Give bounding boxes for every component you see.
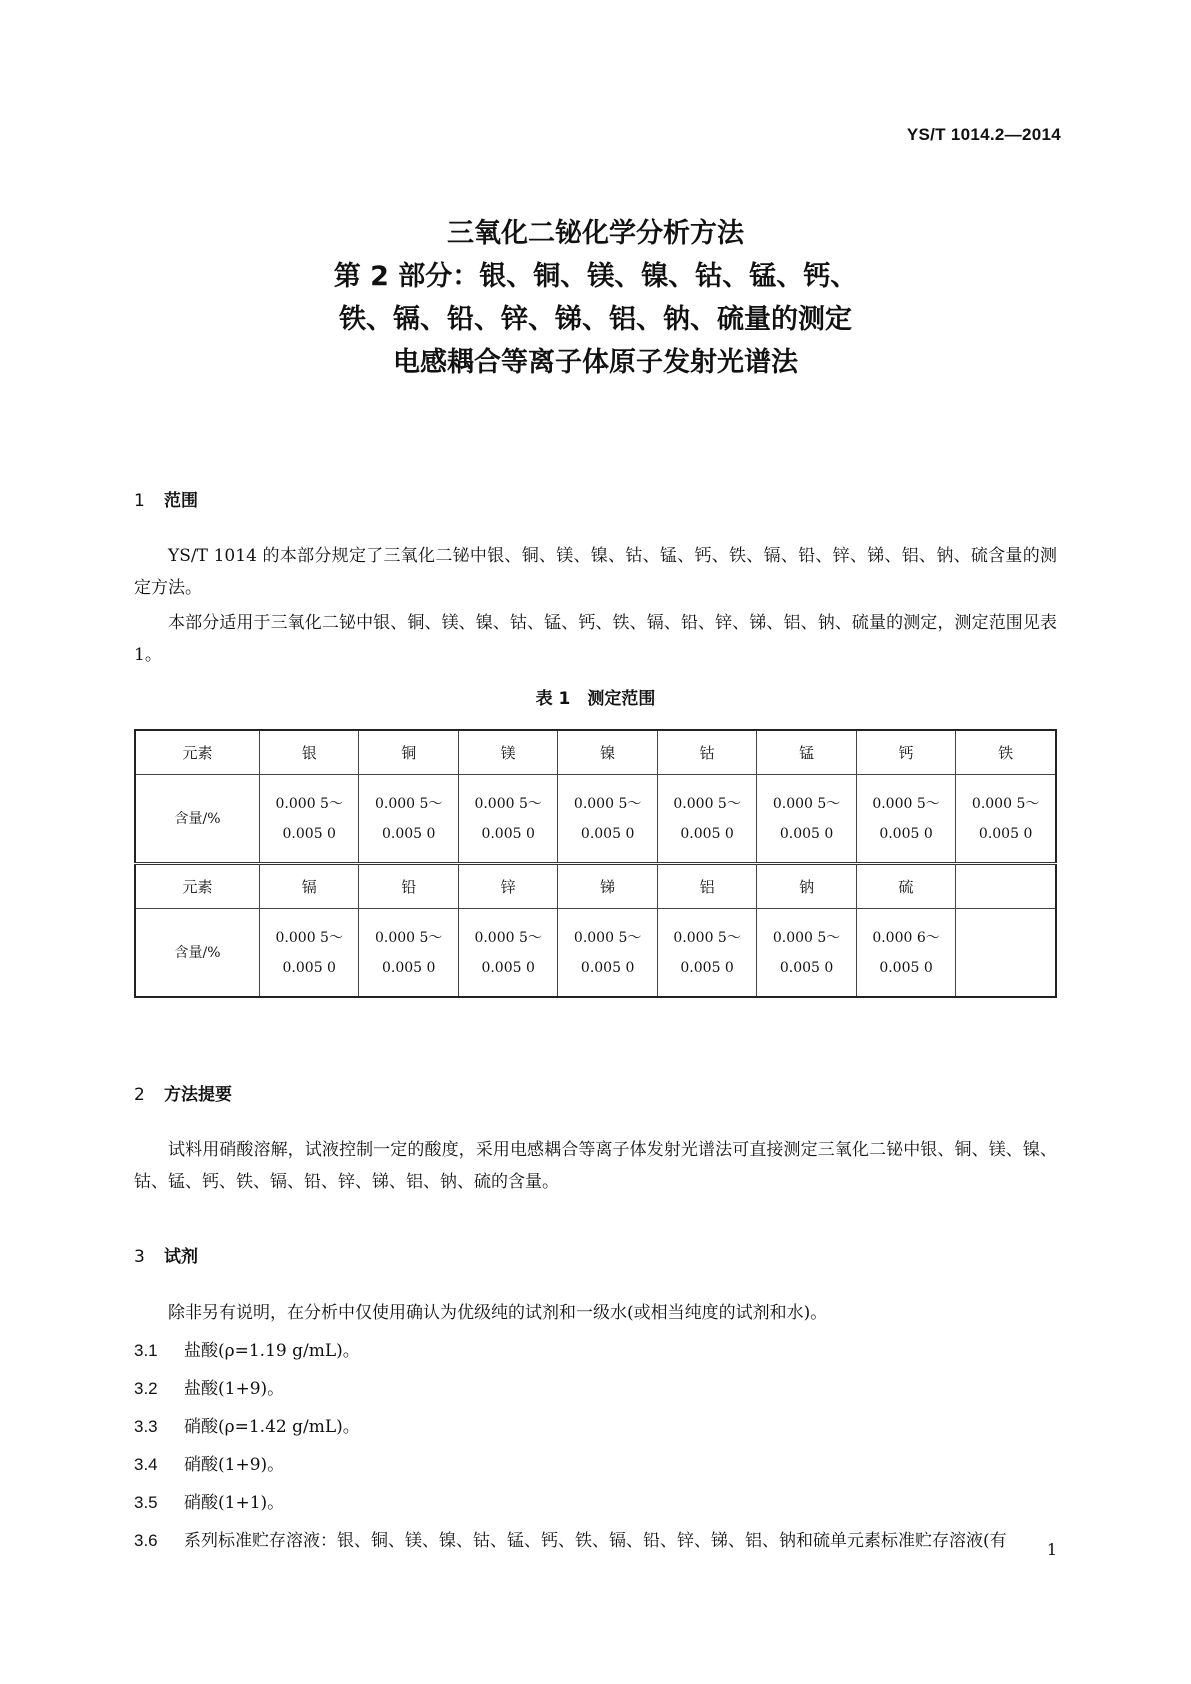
range-high: 0.005 0 <box>680 825 734 842</box>
range-cell <box>558 909 657 998</box>
item-number: 3.5 <box>134 1493 158 1512</box>
range-cell <box>359 909 458 998</box>
row-label: 元素 <box>135 730 260 775</box>
range-high: 0.005 0 <box>282 959 336 976</box>
section-number: 2 <box>134 1085 145 1105</box>
range-low: 0.000 5～ <box>772 929 841 946</box>
section-number: 1 <box>134 491 145 511</box>
section-3-paragraph-1: 除非另有说明，在分析中仅使用确认为优级纯的试剂和一级水(或相当纯度的试剂和水)。 <box>168 1303 828 1323</box>
range-cell <box>458 909 557 998</box>
list-item <box>134 1370 1007 1408</box>
range-low: 0.000 6～ <box>872 929 940 946</box>
range-cell <box>260 909 359 998</box>
range-high: 0.005 0 <box>381 959 436 976</box>
row-label: 含量/% <box>135 909 260 998</box>
range-high: 0.005 0 <box>481 959 535 976</box>
row-label: 元素 <box>135 864 260 909</box>
table-row <box>135 909 1056 998</box>
range-low: 0.000 5～ <box>772 795 841 812</box>
list-item <box>134 1522 1007 1560</box>
range-cell <box>558 775 657 864</box>
item-text: 系列标准贮存溶液：银、铜、镁、镍、钴、锰、钙、铁、镉、铅、锌、锑、铝、钠和硫单元素标准贮存溶液(有 <box>184 1531 1007 1551</box>
list-item <box>134 1408 1007 1446</box>
element-cell: 镉 <box>260 864 359 909</box>
range-low: 0.000 5～ <box>275 929 343 946</box>
item-number: 3.4 <box>134 1455 158 1474</box>
section-1-heading <box>134 486 198 511</box>
range-high: 0.005 0 <box>879 825 933 842</box>
range-cell <box>956 775 1056 864</box>
section-title: 方法提要 <box>164 1085 232 1105</box>
range-cell <box>657 775 756 864</box>
range-high: 0.005 0 <box>879 959 933 976</box>
element-cell: 硫 <box>856 864 955 909</box>
element-cell: 镍 <box>558 730 657 775</box>
item-text: 盐酸(1+9)。 <box>184 1379 285 1399</box>
item-number: 3.1 <box>134 1341 158 1360</box>
item-text: 硝酸(ρ=1.42 g/mL)。 <box>184 1417 360 1437</box>
table-row <box>135 775 1056 864</box>
range-high: 0.005 0 <box>580 825 635 842</box>
element-cell: 锌 <box>458 864 557 909</box>
section-title: 范围 <box>164 491 198 511</box>
element-cell: 钠 <box>757 864 856 909</box>
table-row <box>135 864 1056 909</box>
range-low: 0.000 5～ <box>673 795 741 812</box>
element-cell: 铅 <box>359 864 458 909</box>
table-caption: 表 1 测定范围 <box>535 689 656 709</box>
range-cell <box>458 775 557 864</box>
range-table <box>134 729 1057 998</box>
range-cell <box>856 909 955 998</box>
range-cell <box>757 909 856 998</box>
range-low: 0.000 5～ <box>374 795 443 812</box>
range-high: 0.005 0 <box>779 959 834 976</box>
range-low: 0.000 5～ <box>673 929 741 946</box>
range-high: 0.005 0 <box>978 825 1033 842</box>
section-2-paragraph-1: 试料用硝酸溶解，试液控制一定的酸度，采用电感耦合等离子体发射光谱法可直接测定三氧化二铋中银、铜、镁、镍、钴、锰、钙、铁、镉、铅、锌、锑、铝、钠、硫的含量。 <box>134 1140 1057 1192</box>
section-title: 试剂 <box>164 1247 198 1267</box>
element-cell: 铝 <box>657 864 756 909</box>
element-cell: 钙 <box>856 730 955 775</box>
element-cell: 锑 <box>558 864 657 909</box>
element-cell: 铁 <box>956 730 1056 775</box>
range-low: 0.000 5～ <box>872 795 940 812</box>
range-low: 0.000 5～ <box>275 795 343 812</box>
item-text: 盐酸(ρ=1.19 g/mL)。 <box>184 1341 360 1361</box>
document-title <box>0 212 1191 384</box>
section-3-heading <box>134 1242 198 1267</box>
list-item <box>134 1484 1007 1522</box>
range-high: 0.005 0 <box>580 959 635 976</box>
element-cell: 钴 <box>657 730 756 775</box>
range-low: 0.000 5～ <box>573 929 642 946</box>
table-row <box>135 730 1056 775</box>
range-high: 0.005 0 <box>381 825 436 842</box>
section-1-paragraph-1: YS/T 1014 的本部分规定了三氧化二铋中银、铜、镁、镍、钴、锰、钙、铁、镉、铅、锌、锑、铝、钠、硫含量的测定方法。 <box>134 546 1057 598</box>
title-line-3: 铁、镉、铅、锌、锑、铝、钠、硫量的测定 <box>339 304 852 335</box>
range-cell <box>856 775 955 864</box>
range-high: 0.005 0 <box>779 825 834 842</box>
element-cell: 锰 <box>757 730 856 775</box>
item-number: 3.3 <box>134 1417 158 1436</box>
title-line-4: 电感耦合等离子体原子发射光谱法 <box>393 347 798 378</box>
list-item <box>134 1446 1007 1484</box>
item-text: 硝酸(1+1)。 <box>184 1493 285 1513</box>
range-low: 0.000 5～ <box>474 795 542 812</box>
range-cell <box>359 775 458 864</box>
item-number: 3.2 <box>134 1379 158 1398</box>
section-1-paragraph-2: 本部分适用于三氧化二铋中银、铜、镁、镍、钴、锰、钙、铁、镉、铅、锌、锑、铝、钠、硫量的测定，测定范围见表 1。 <box>134 613 1057 665</box>
range-cell <box>956 909 1056 998</box>
element-cell <box>956 864 1056 909</box>
section-2-heading <box>134 1080 232 1105</box>
document-code: YS/T 1014.2—2014 <box>906 125 1061 144</box>
page-number: 1 <box>1046 1540 1057 1559</box>
range-high: 0.005 0 <box>481 825 535 842</box>
title-line-2: 第 2 部分：银、铜、镁、镍、钴、锰、钙、 <box>333 261 858 292</box>
item-number: 3.6 <box>134 1531 158 1550</box>
row-label: 含量/% <box>135 775 260 864</box>
item-text: 硝酸(1+9)。 <box>184 1455 285 1475</box>
range-low: 0.000 5～ <box>971 795 1040 812</box>
element-cell: 镁 <box>458 730 557 775</box>
range-low: 0.000 5～ <box>474 929 542 946</box>
range-cell <box>657 909 756 998</box>
list-item <box>134 1332 1007 1370</box>
title-line-1: 三氧化二铋化学分析方法 <box>447 218 744 249</box>
element-cell: 铜 <box>359 730 458 775</box>
range-high: 0.005 0 <box>680 959 734 976</box>
range-high: 0.005 0 <box>282 825 336 842</box>
range-cell <box>757 775 856 864</box>
reagent-list <box>134 1332 1007 1560</box>
range-low: 0.000 5～ <box>573 795 642 812</box>
section-number: 3 <box>134 1247 145 1267</box>
element-cell: 银 <box>260 730 359 775</box>
range-cell <box>260 775 359 864</box>
range-low: 0.000 5～ <box>374 929 443 946</box>
